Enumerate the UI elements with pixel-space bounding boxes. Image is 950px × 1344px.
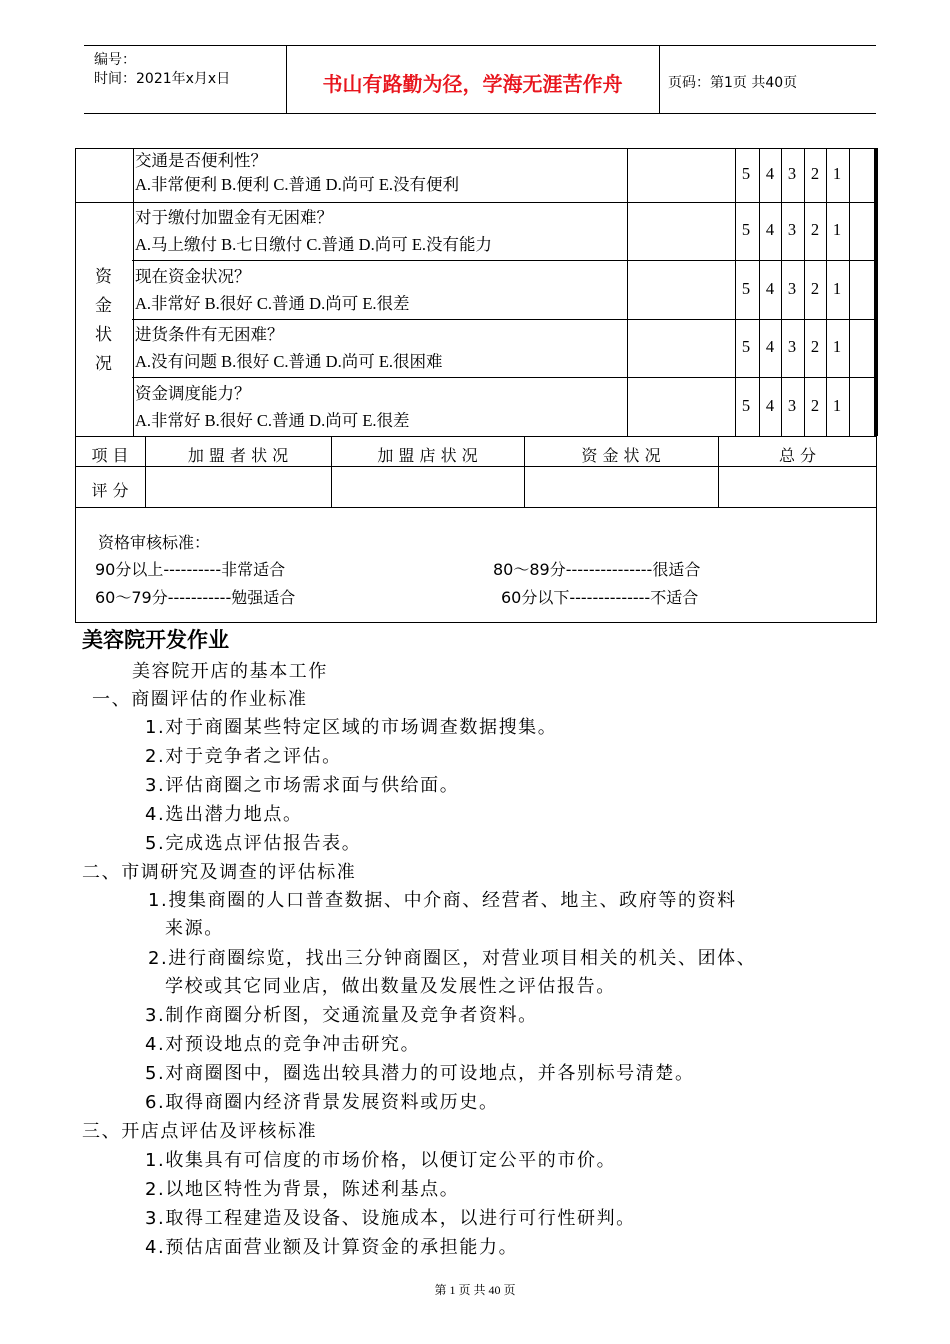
summary-header-funds: 资 金 状 况 — [581, 446, 661, 465]
list-item: 1.对于商圈某些特定区域的市场调查数据搜集。 — [145, 717, 558, 738]
survey-col-divider — [849, 148, 850, 436]
list-item: 5.完成选点评估报告表。 — [145, 833, 362, 854]
header-time-label: 时间：2021年x月x日 — [94, 71, 231, 87]
summary-header-item: 项 目 — [91, 446, 129, 465]
survey-category-label — [75, 262, 132, 378]
survey-question: 进货条件有无困难？ — [135, 325, 284, 344]
standard-line: 90分以上----------非常适合 — [95, 560, 286, 579]
survey-score-option[interactable]: 2 — [810, 279, 820, 298]
survey-score-option[interactable]: 5 — [741, 164, 751, 183]
summary-header-store: 加 盟 店 状 况 — [377, 446, 478, 465]
list-item: 3.取得工程建造及设备、设施成本，以进行可行性研判。 — [145, 1208, 636, 1229]
section-heading: 三、开店点评估及评核标准 — [82, 1121, 318, 1142]
survey-table-right-border — [874, 148, 878, 436]
survey-score-option[interactable]: 1 — [832, 279, 842, 298]
list-item: 4.对预设地点的竞争冲击研究。 — [145, 1034, 421, 1055]
page-title: 美容院开发作业 — [82, 628, 229, 652]
survey-question: 对于缴付加盟金有无困难？ — [135, 208, 333, 227]
survey-question: 资金调度能力？ — [135, 384, 251, 403]
survey-score-option[interactable]: 3 — [787, 279, 797, 298]
list-item: 2.进行商圈综览，找出三分钟商圈区，对营业项目相关的机关、团体、 — [148, 948, 757, 969]
survey-score-option[interactable]: 4 — [765, 220, 775, 239]
survey-score-option[interactable]: 1 — [832, 220, 842, 239]
summary-header-franchisee: 加 盟 者 状 况 — [187, 446, 289, 465]
category-char: 金 — [95, 296, 112, 315]
list-item: 1.收集具有可信度的市场价格，以便订定公平的市价。 — [145, 1150, 617, 1171]
summary-row-divider — [75, 507, 877, 508]
header-divider — [659, 45, 660, 113]
list-item: 4.选出潜力地点。 — [145, 804, 303, 825]
list-item: 6.取得商圈内经济背景发展资料或历史。 — [145, 1092, 499, 1113]
page-footer: 第 1 页 共 40 页 — [434, 1283, 516, 1297]
survey-options: A.非常便利 B.便利 C.普通 D.尚可 E.没有便利 — [135, 175, 460, 194]
survey-question: 交通是否便利性？ — [135, 151, 267, 170]
survey-options: A.没有问题 B.很好 C.普通 D.尚可 E.很困难 — [135, 352, 443, 371]
survey-category-divider — [75, 202, 133, 203]
header-bottom-rule — [84, 113, 876, 114]
subtitle: 美容院开店的基本工作 — [132, 661, 328, 682]
category-char: 况 — [95, 354, 112, 373]
list-item: 5.对商圈图中，圈选出较具潜力的可设地点，并各别标号清楚。 — [145, 1063, 695, 1084]
survey-score-option[interactable]: 5 — [741, 220, 751, 239]
standard-line: 60～79分-----------勉强适合 — [95, 588, 296, 607]
survey-score-option[interactable]: 2 — [810, 396, 820, 415]
survey-score-option[interactable]: 5 — [741, 337, 751, 356]
header-top-rule — [84, 45, 876, 46]
survey-score-option[interactable]: 4 — [765, 337, 775, 356]
survey-options: A.非常好 B.很好 C.普通 D.尚可 E.很差 — [135, 294, 410, 313]
category-char: 状 — [95, 325, 112, 344]
summary-row-label: 评 分 — [91, 481, 129, 500]
summary-row-divider — [75, 466, 877, 467]
header-page-label: 页码：第1页 共40页 — [668, 75, 798, 91]
survey-score-option[interactable]: 4 — [765, 164, 775, 183]
survey-score-option[interactable]: 4 — [765, 279, 775, 298]
header-id-label: 编号： — [94, 52, 136, 68]
section-heading: 二、市调研究及调查的评估标准 — [82, 862, 357, 883]
summary-header-total: 总 分 — [778, 446, 817, 465]
header-motto: 书山有路勤为径，学海无涯苦作舟 — [322, 72, 623, 96]
list-item: 1.搜集商圈的人口普查数据、中介商、经营者、地主、政府等的资料 — [148, 890, 737, 911]
list-item: 2.对于竞争者之评估。 — [145, 746, 342, 767]
standard-line: 60分以下--------------不适合 — [501, 588, 699, 607]
survey-score-option[interactable]: 3 — [787, 337, 797, 356]
list-item: 4.预估店面营业额及计算资金的承担能力。 — [145, 1237, 519, 1258]
survey-score-option[interactable]: 3 — [787, 164, 797, 183]
survey-score-option[interactable]: 5 — [741, 279, 751, 298]
survey-question: 现在资金状况？ — [135, 267, 251, 286]
survey-score-option[interactable]: 1 — [832, 337, 842, 356]
list-item-continuation: 学校或其它同业店，做出数量及发展性之评估报告。 — [165, 976, 616, 997]
survey-score-option[interactable]: 1 — [832, 396, 842, 415]
survey-score-option[interactable]: 3 — [787, 220, 797, 239]
survey-score-option[interactable]: 1 — [832, 164, 842, 183]
section-heading: 一、商圈评估的作业标准 — [92, 689, 308, 710]
list-item: 3.制作商圈分析图，交通流量及竞争者资料。 — [145, 1005, 538, 1026]
standard-line: 80～89分---------------很适合 — [493, 560, 701, 579]
survey-options: A.马上缴付 B.七日缴付 C.普通 D.尚可 E.没有能力 — [135, 235, 493, 254]
survey-score-option[interactable]: 2 — [810, 337, 820, 356]
category-char: 资 — [95, 267, 112, 286]
list-item: 3.评估商圈之市场需求面与供给面。 — [145, 775, 460, 796]
survey-options: A.非常好 B.很好 C.普通 D.尚可 E.很差 — [135, 411, 410, 430]
survey-score-option[interactable]: 5 — [741, 396, 751, 415]
survey-score-option[interactable]: 2 — [810, 164, 820, 183]
list-item-continuation: 来源。 — [165, 918, 224, 939]
survey-score-option[interactable]: 4 — [765, 396, 775, 415]
list-item: 2.以地区特性为背景，陈述利基点。 — [145, 1179, 460, 1200]
survey-score-option[interactable]: 3 — [787, 396, 797, 415]
survey-score-option[interactable]: 2 — [810, 220, 820, 239]
standard-title: 资格审核标准： — [98, 533, 211, 552]
survey-col-divider — [627, 148, 628, 436]
